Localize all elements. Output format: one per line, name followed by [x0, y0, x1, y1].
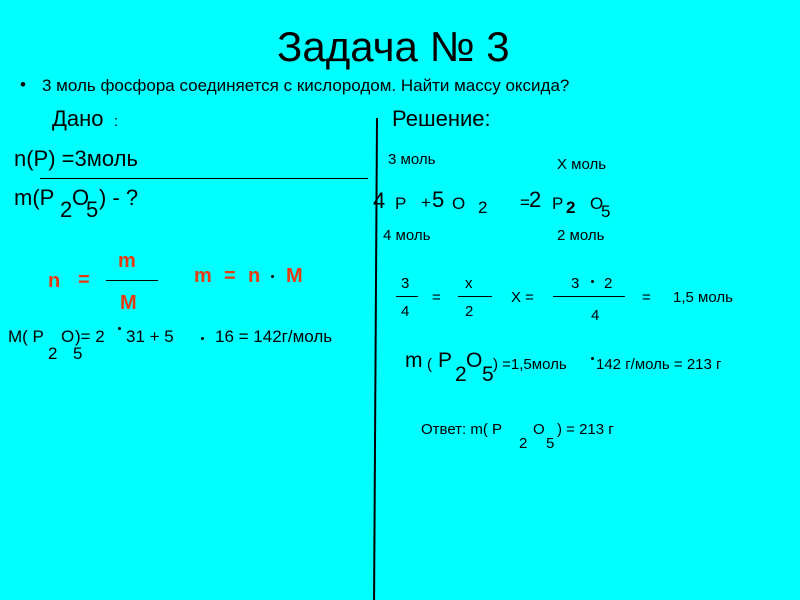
- mol-3-label: 3 моль: [388, 151, 436, 168]
- frac1-bar: [396, 296, 418, 297]
- coef-2: 2: [529, 187, 542, 212]
- given-line2-sub5: 5: [86, 197, 99, 222]
- answer-a: Ответ: m( P: [421, 421, 503, 438]
- page-title: Задача № 3: [277, 23, 510, 70]
- formula-n2: n: [248, 265, 261, 287]
- coef-5: 5: [432, 187, 445, 212]
- frac1-den: 4: [401, 303, 410, 320]
- molar-sub2: 2: [48, 344, 58, 363]
- given-line2-O: O: [72, 185, 90, 210]
- mass-P: P: [438, 349, 453, 372]
- formula-M2: M: [286, 265, 303, 287]
- molar-dot1: [118, 327, 121, 330]
- mass-sub2: 2: [455, 363, 467, 386]
- frac3-num-a: 3: [571, 275, 580, 292]
- given-line2-b: ) - ?: [99, 185, 139, 210]
- formula-M-den: M: [120, 292, 137, 314]
- mol-2-label: 2 моль: [557, 227, 605, 244]
- mass-rest: ) =1,5моль: [493, 356, 567, 373]
- product-O: O: [590, 194, 604, 213]
- mol-x-label: Х моль: [557, 156, 607, 173]
- molar-a: M( P: [8, 327, 44, 346]
- plus-sign: +: [421, 193, 431, 212]
- x-eq: X =: [511, 289, 534, 306]
- given-line2-sub2: 2: [60, 197, 73, 222]
- molar-dot2: [201, 337, 204, 340]
- formula-n: n: [48, 270, 61, 292]
- molar-b: )= 2: [75, 327, 105, 346]
- mass-paren: (: [427, 356, 432, 373]
- mol-4-label: 4 моль: [383, 227, 431, 244]
- formula-dot: [271, 275, 274, 278]
- frac3-bar: [553, 296, 625, 297]
- molar-O: O: [61, 327, 75, 346]
- reactant-P: P: [395, 194, 407, 213]
- solution-label: Решение:: [392, 106, 491, 131]
- frac1-num: 3: [401, 275, 410, 292]
- frac2-den: 2: [465, 303, 474, 320]
- formula-eq2: =: [224, 265, 236, 287]
- given-line2-a: m(P: [14, 185, 55, 210]
- answer-O: O: [533, 421, 545, 438]
- product-P: P: [552, 194, 564, 213]
- frac3-den: 4: [591, 307, 600, 324]
- frac2-num: x: [465, 275, 473, 292]
- mass-dot: [591, 357, 594, 360]
- frac-eq1: =: [432, 289, 441, 306]
- formula-m2: m: [194, 265, 212, 287]
- molar-sub5: 5: [73, 344, 83, 363]
- formula-m-num: m: [118, 250, 136, 272]
- coef-4: 4: [373, 188, 386, 213]
- mass-sub5: 5: [482, 363, 494, 386]
- frac3-num-b: 2: [604, 275, 613, 292]
- reactant-O: O: [452, 194, 466, 213]
- product-P-sub2: 2: [566, 198, 576, 217]
- molar-d: 16 = 142г/моль: [215, 327, 333, 346]
- given-divider: [40, 178, 368, 179]
- bullet: •: [20, 75, 26, 94]
- reactant-O-sub2: 2: [478, 198, 488, 217]
- formula-eq: =: [78, 269, 90, 291]
- given-colon: :: [114, 113, 119, 130]
- mass-rest2: 142 г/моль = 213 г: [596, 356, 722, 373]
- mass-O: O: [466, 349, 483, 372]
- result-value: 1,5 моль: [673, 289, 733, 306]
- answer-b: ) = 213 г: [557, 421, 614, 438]
- frac3-dot: [591, 280, 594, 283]
- mass-m: m: [405, 349, 423, 372]
- frac2-bar: [458, 296, 492, 297]
- reaction-eq: =: [520, 193, 530, 212]
- task-text: 3 моль фосфора соединяется с кислородом. Найти массу оксида?: [42, 76, 570, 95]
- product-O-sub5: 5: [601, 202, 611, 221]
- answer-sub5: 5: [546, 435, 555, 452]
- given-label: Дано: [52, 106, 104, 131]
- formula-fraction-bar: [106, 280, 158, 281]
- molar-c: 31 + 5: [126, 327, 174, 346]
- answer-sub2: 2: [519, 435, 528, 452]
- frac-eq3: =: [642, 289, 651, 306]
- given-line1: n(P) =3моль: [14, 146, 138, 171]
